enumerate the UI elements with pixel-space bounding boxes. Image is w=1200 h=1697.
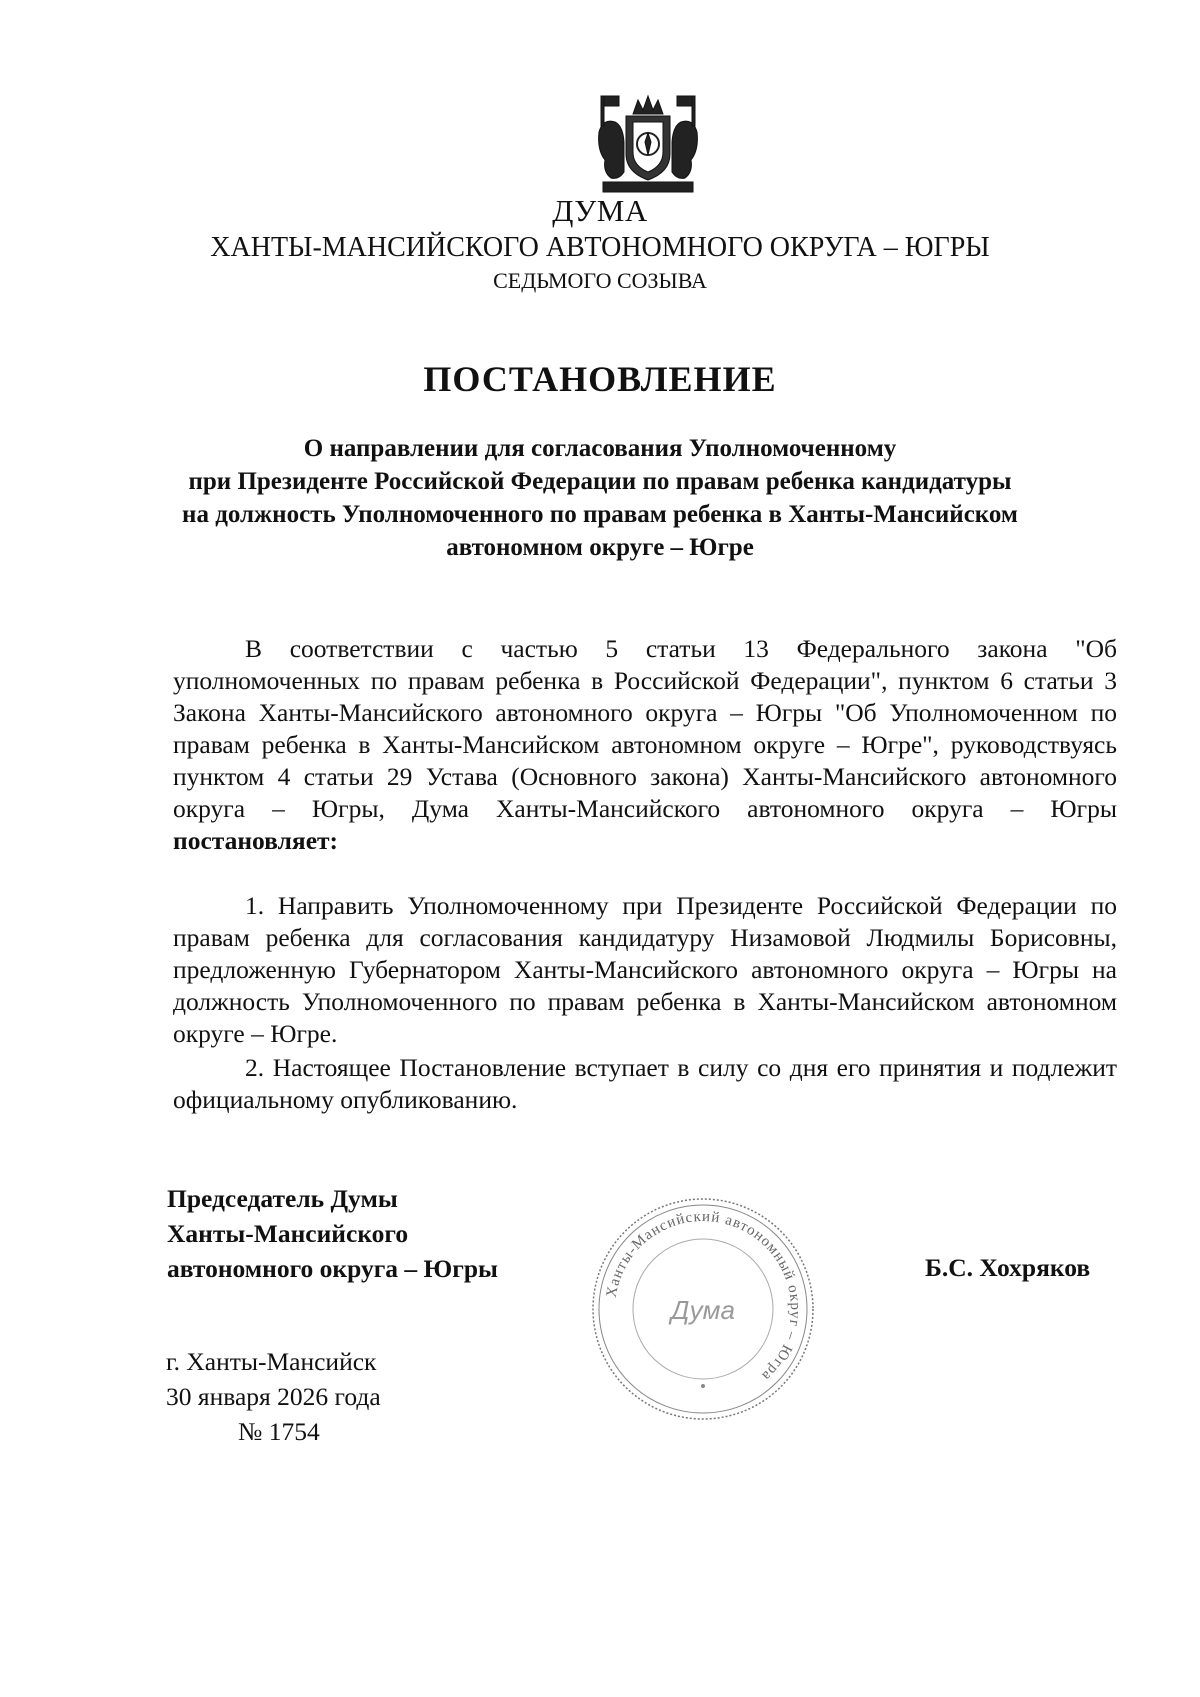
subject-line: О направлении для согласования Уполномоченному [303,435,897,462]
official-seal-stamp [590,1196,816,1422]
signatory-position-line: Ханты-Мансийского [167,1219,409,1248]
resolves-word: постановляет: [173,826,339,855]
subject-line: при Президенте Российской Федерации по правам ребенка кандидатуры [188,468,1012,495]
issuer-name: ДУМА [552,193,648,228]
issuer-region: ХАНТЫ-МАНСИЙСКОГО АВТОНОМНОГО ОКРУГА – ЮГРЫ [210,232,990,263]
coat-of-arms-emblem-icon [593,92,703,197]
subject-line: автономном округе – Югре [446,534,754,561]
document-subject [0,432,1200,564]
preamble-paragraph [173,633,1117,857]
signatory-position [167,1181,498,1286]
signatory-position-line: автономного округа – Югры [167,1254,498,1283]
document-number: № 1754 [238,1417,320,1446]
item-2-paragraph: 2. Настоящее Постановление вступает в силу со дня его принятия и подлежит официальному опубликованию. [173,1053,1117,1114]
subject-line: на должность Уполномоченного по правам ребенка в Ханты-Мансийском [182,501,1018,528]
document-footer [166,1344,381,1449]
preamble-text: В соответствии с частью 5 статьи 13 Федерального закона "Об уполномоченных по правам ребенка в Российской Федерации", пунктом 6 статьи 3 Закона Ханты-Мансийского автономного округа – Югры "Об Уполномоченном по правам ребенка в Ханты-Мансийском автономном округе – Югре", руководствуясь пунктом 4 статьи 29 Устава (Основного закона) Ханты-Мансийского автономного округа – Югры, Дума Ханты-Мансийского автономного округа – Югры [173,634,1117,823]
svg-text:Дума: Дума [671,1295,735,1325]
svg-text:Ханты-Мансийский автономный ок: Ханты-Мансийский автономный округ – Югра [603,1208,804,1385]
signatory-position-line: Председатель Думы [167,1184,398,1213]
item-1-paragraph: 1. Направить Уполномоченному при Президенте Российской Федерации по правам ребенка для согласования кандидатуру Низамовой Людмилы Борисовны, предложенную Губернатором Ханты-Мансийского автономного округа – Югры на должность Уполномоченного по правам ребенка в Ханты-Мансийском автономном округе – Югре. [173,891,1117,1048]
document-type-title: ПОСТАНОВЛЕНИЕ [423,359,777,399]
issuer-convocation: СЕДЬМОГО СОЗЫВА [493,268,707,293]
signatory-name: Б.С. Хохряков [925,1253,1091,1282]
issue-city: г. Ханты-Мансийск [166,1347,377,1376]
issue-date: 30 января 2026 года [166,1382,381,1411]
